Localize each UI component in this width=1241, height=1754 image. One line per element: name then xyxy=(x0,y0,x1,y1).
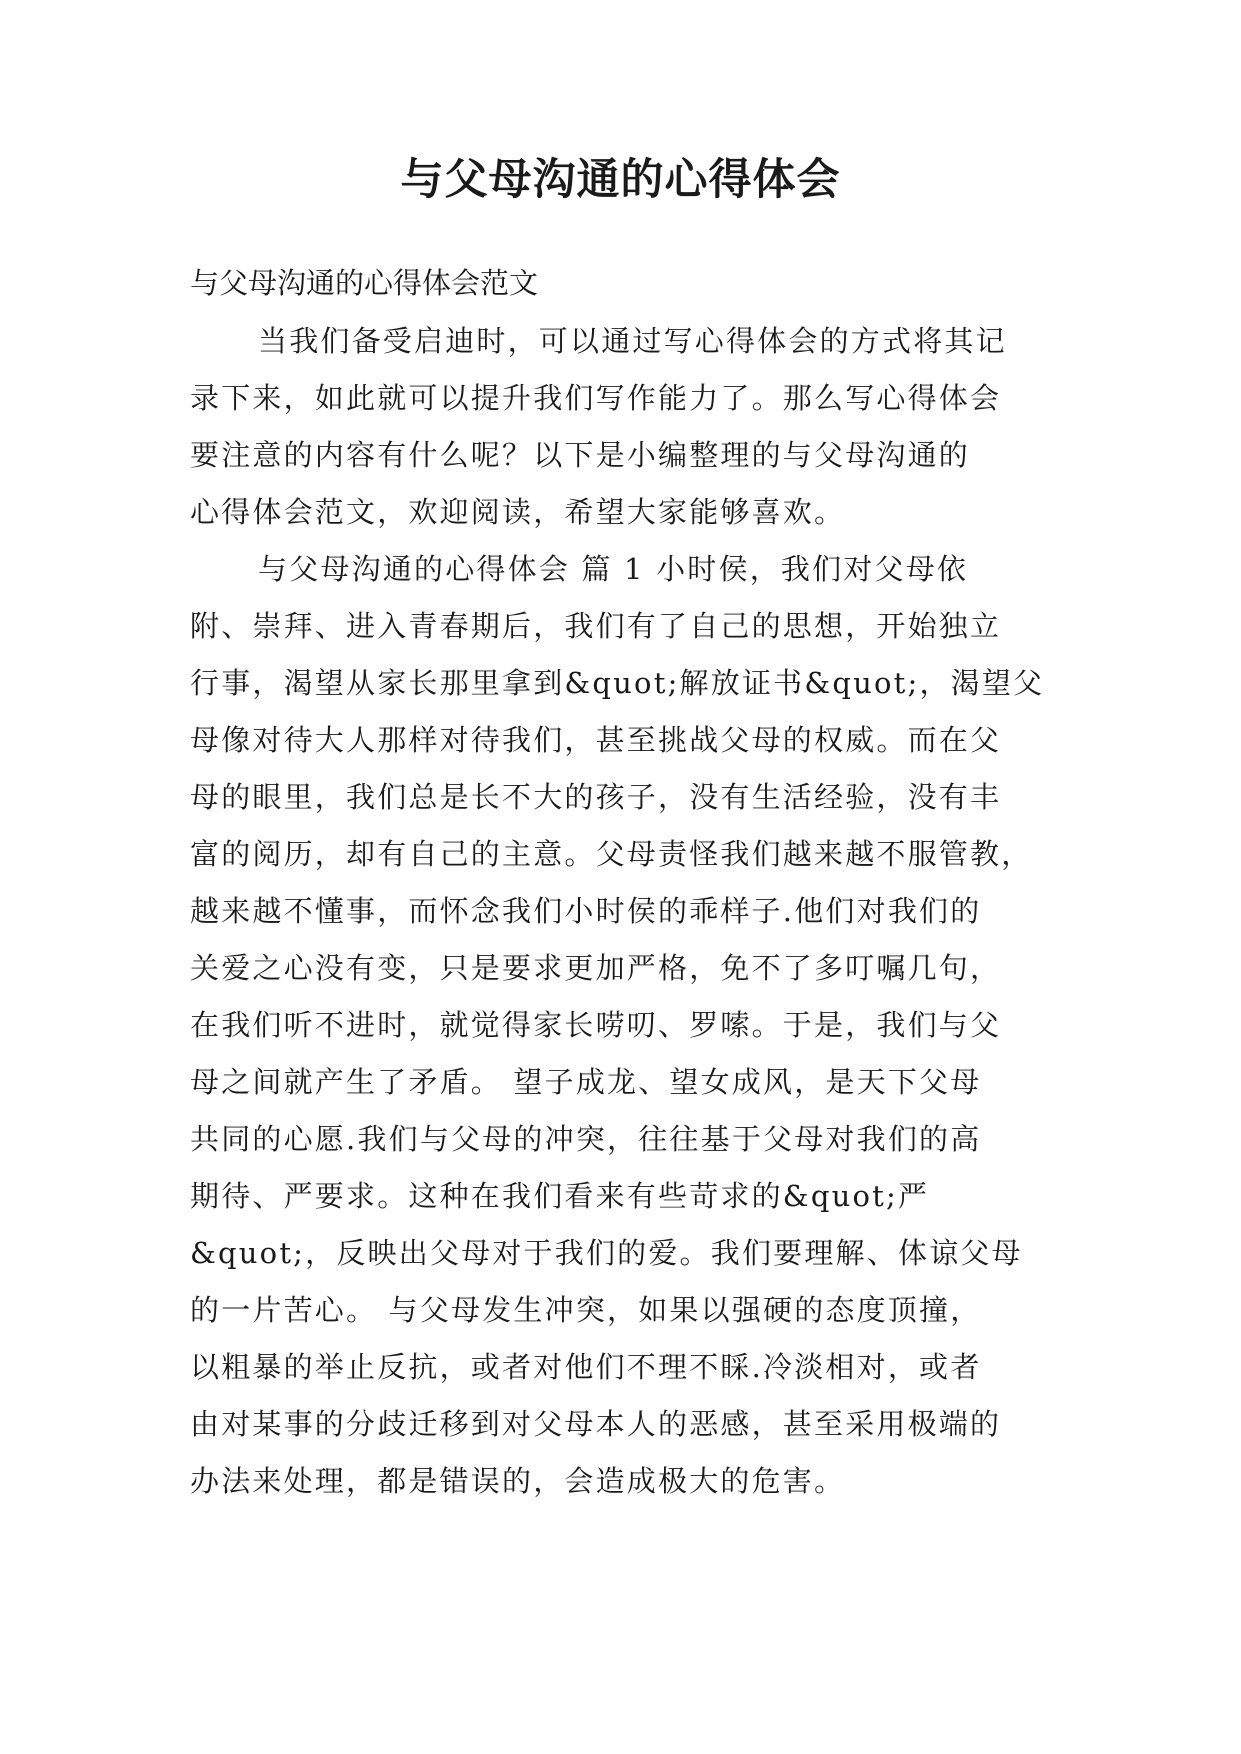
paragraph-line: 以粗暴的举止反抗，或者对他们不理不睬.冷淡相对，或者 xyxy=(190,1350,982,1384)
paragraph-line: 与父母沟通的心得体会 篇 1 小时侯，我们对父母依 xyxy=(258,552,969,586)
paragraph-line: 母像对待大人那样对待我们，甚至挑战父母的权威。而在父 xyxy=(190,723,1002,757)
paragraph-line: &quot;，反映出父母对于我们的爱。我们要理解、体谅父母 xyxy=(190,1236,1023,1270)
paragraph-line: 期待、严要求。这种在我们看来有些苛求的&quot;严 xyxy=(190,1179,930,1213)
paragraph-line: 母的眼里，我们总是长不大的孩子，没有生活经验，没有丰 xyxy=(190,780,1002,814)
paragraph-line: 富的阅历，却有自己的主意。父母责怪我们越来越不服管教， xyxy=(190,837,1033,871)
paragraph-line: 录下来，如此就可以提升我们写作能力了。那么写心得体会 xyxy=(190,381,1002,415)
paragraph-line: 行事，渴望从家长那里拿到&quot;解放证书&quot;，渴望父 xyxy=(190,666,1045,700)
paragraph-line: 当我们备受启迪时，可以通过写心得体会的方式将其记 xyxy=(258,324,1007,358)
paragraph-line: 越来越不懂事，而怀念我们小时侯的乖样子.他们对我们的 xyxy=(190,894,982,928)
paragraph-line: 关爱之心没有变，只是要求更加严格，免不了多叮嘱几句， xyxy=(190,951,1002,985)
paragraph-line: 在我们听不进时，就觉得家长唠叨、罗嗦。于是，我们与父 xyxy=(190,1008,1002,1042)
document-subtitle: 与父母沟通的心得体会范文 xyxy=(190,266,539,300)
paragraph-line: 由对某事的分歧迁移到对父母本人的恶感，甚至采用极端的 xyxy=(190,1407,1002,1441)
paragraph-line: 心得体会范文，欢迎阅读，希望大家能够喜欢。 xyxy=(190,495,846,529)
paragraph-line: 要注意的内容有什么呢？以下是小编整理的与父母沟通的 xyxy=(190,438,971,472)
paragraph-line: 附、崇拜、进入青春期后，我们有了自己的思想，开始独立 xyxy=(190,609,1002,643)
paragraph-line: 的一片苦心。 与父母发生冲突，如果以强硬的态度顶撞， xyxy=(190,1293,982,1327)
document-title: 与父母沟通的心得体会 xyxy=(400,155,841,205)
paragraph-line: 办法来处理，都是错误的，会造成极大的危害。 xyxy=(190,1464,846,1498)
paragraph-line: 母之间就产生了矛盾。 望子成龙、望女成风，是天下父母 xyxy=(190,1065,982,1099)
paragraph-line: 共同的心愿.我们与父母的冲突，往往基于父母对我们的高 xyxy=(190,1122,982,1156)
